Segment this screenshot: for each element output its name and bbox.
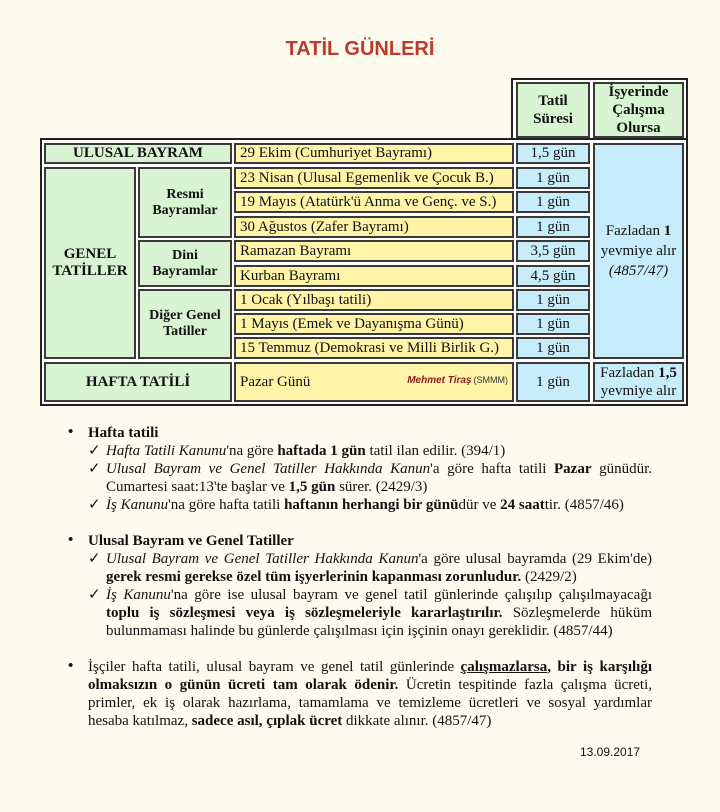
diger-duration-2: 1 gün xyxy=(516,313,590,335)
hafta-tatili-heading: • Hafta tatili xyxy=(62,424,652,442)
ulusal-duration: 1,5 gün xyxy=(516,143,590,164)
notes-section xyxy=(62,424,652,730)
hafta-note-2: ✓ Ulusal Bayram ve Genel Tatiller Hakkında Kanun'a göre hafta tatili Pazar günüdür. Cumartesi saat:13'te başlar ve 1,5 gün sürer. (2429/3) xyxy=(62,460,652,496)
genel-tatiller-label: GENEL TATİLLER xyxy=(44,167,136,359)
page-title: TATİL GÜNLERİ xyxy=(285,38,435,60)
genel-pay-line1: Fazladan 1 xyxy=(605,223,672,239)
diger-date-2: 1 Mayıs (Emek ve Dayanışma Günü) xyxy=(234,313,514,335)
hafta-duration: 1 gün xyxy=(516,362,590,402)
diger-duration-1: 1 gün xyxy=(516,289,590,311)
genel-pay-cell: Fazladan 1 yevmiye alır (4857/47) xyxy=(593,143,684,359)
header-work: İşyerinde Çalışma Olursa xyxy=(593,82,684,138)
diger-date-3: 15 Temmuz (Demokrasi ve Milli Birlik G.) xyxy=(234,337,514,359)
document-date: 13.09.2017 xyxy=(580,745,641,759)
header-duration: Tatil Süresi xyxy=(516,82,590,138)
resmi-duration-2: 1 gün xyxy=(516,191,590,213)
hafta-note-3: ✓ İş Kanunu'na göre hafta tatili haftanın herhangi bir günüdür ve 24 saattir. (4857/46) xyxy=(62,496,652,514)
ulusal-bayram-label: ULUSAL BAYRAM xyxy=(44,143,232,164)
dini-date-1: Ramazan Bayramı xyxy=(234,240,514,262)
diger-date-1: 1 Ocak (Yılbaşı tatili) xyxy=(234,289,514,311)
dini-date-2: Kurban Bayramı xyxy=(234,265,514,287)
resmi-date-1: 23 Nisan (Ulusal Egemenlik ve Çocuk B.) xyxy=(234,167,514,189)
ulusal-note-1: ✓ Ulusal Bayram ve Genel Tatiller Hakkında Kanun'a göre ulusal bayramda (29 Ekim'de) gerek resmi gerekse özel tüm işyerlerinin kapanması zorunludur. (2429/2) xyxy=(62,550,652,586)
dini-duration-1: 3,5 gün xyxy=(516,240,590,262)
resmi-date-2: 19 Mayıs (Atatürk'ü Anma ve Genç. ve S.) xyxy=(234,191,514,213)
resmi-duration-3: 1 gün xyxy=(516,216,590,238)
dini-duration-2: 4,5 gün xyxy=(516,265,590,287)
diger-genel-tatiller-label: Diğer Genel Tatiller xyxy=(138,289,232,359)
ulusal-note-2: ✓ İş Kanunu'na göre ise ulusal bayram ve genel tatil günlerinde çalışılıp çalışılmayacağı toplu iş sözleşmesi veya iş sözleşmeleriyle kararlaştırılır. Sözleşmelerde hüküm bulunmaması halinde bu günlerde çalışılması için işçinin onayı gereklidir. (4857/44) xyxy=(62,586,652,640)
hafta-pay-line1: Fazladan 1,5 xyxy=(600,365,677,381)
hafta-pay-cell: Fazladan 1,5 yevmiye alır xyxy=(593,362,684,402)
hafta-day: Pazar Günü Mehmet Tiraş (SMMM) xyxy=(234,362,514,402)
diger-duration-3: 1 gün xyxy=(516,337,590,359)
ulusal-genel-heading: • Ulusal Bayram ve Genel Tatiller xyxy=(62,532,652,550)
signature: Mehmet Tiraş (SMMM) xyxy=(407,375,508,386)
isciler-note: • İşçiler hafta tatili, ulusal bayram ve genel tatil günlerinde çalışmazlarsa, bir iş karşılığı olmaksızın o günün ücreti tam olarak ödenir. Ücretin tespitinde fazla çalışma ücreti, primler, ek iş olarak hazırlama, tamamlama ve temizleme ücretleri ve sosyal yardımlar hesaba katılmaz, sadece asıl, çıplak ücret dikkate alınır. (4857/47) xyxy=(62,658,652,730)
dini-bayramlar-label: Dini Bayramlar xyxy=(138,240,232,287)
resmi-duration-1: 1 gün xyxy=(516,167,590,189)
ulusal-date: 29 Ekim (Cumhuriyet Bayramı) xyxy=(234,143,514,164)
hafta-note-1: ✓ Hafta Tatili Kanunu'na göre haftada 1 gün tatil ilan edilir. (394/1) xyxy=(62,442,652,460)
resmi-bayramlar-label: Resmi Bayramlar xyxy=(138,167,232,238)
resmi-date-3: 30 Ağustos (Zafer Bayramı) xyxy=(234,216,514,238)
hafta-tatili-label: HAFTA TATİLİ xyxy=(44,362,232,402)
